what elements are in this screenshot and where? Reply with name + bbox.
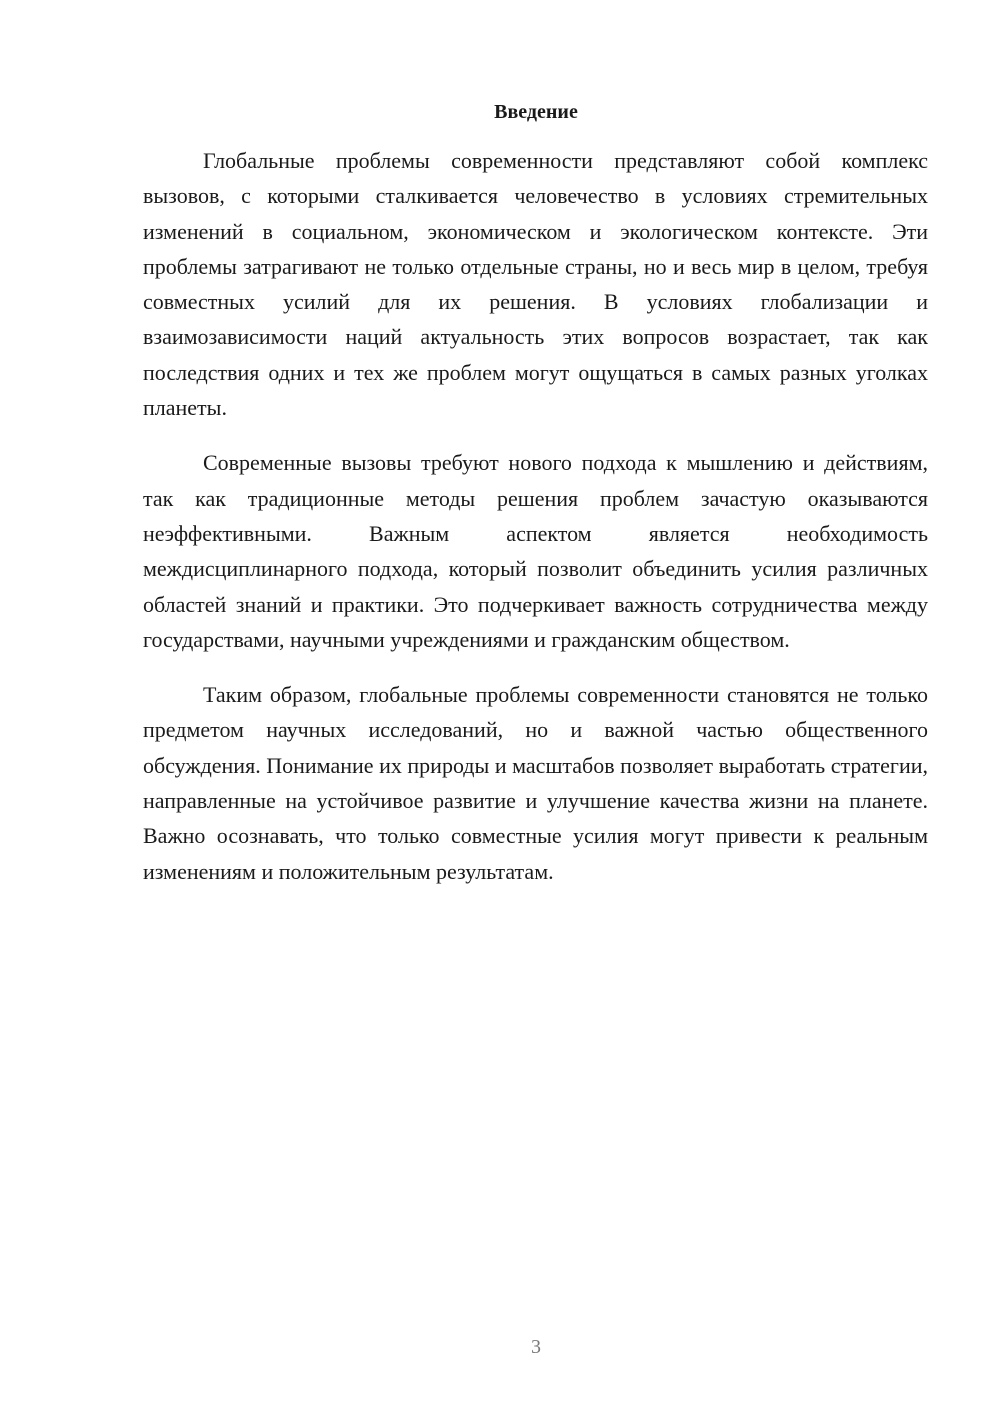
paragraph-1: Глобальные проблемы современности представляют собой комплекс вызовов, с которыми сталкивается человечество в условиях стремительных изменений в социальном, экономическом и экологическом контексте. Эти проблемы затрагивают не только отдельные страны, но и весь мир в целом, требуя совместных усилий для их решения. В условиях глобализации и взаимозависимости наций актуальность этих вопросов возрастает, так как последствия одних и тех же проблем могут ощущаться в самых разных уголках планеты. (143, 148, 928, 421)
body-text (143, 143, 928, 909)
page-number: 3 (531, 1336, 541, 1358)
paragraph-3: Таким образом, глобальные проблемы современности становятся не только предметом научных исследований, но и важной частью общественного обсуждения. Понимание их природы и масштабов позволяет выработать стратегии, направленные на устойчивое развитие и улучшение качества жизни на планете. Важно осознавать, что только совместные усилия могут привести к реальным изменениям и положительным результатам. (143, 682, 928, 884)
paragraph-2: Современные вызовы требуют нового подхода к мышлению и действиям, так как традиционные методы решения проблем зачастую оказываются неэффективными. Важным аспектом является необходимость междисциплинарного подхода, который позволит объединить усилия различных областей знаний и практики. Это подчеркивает важность сотрудничества между государствами, научными учреждениями и гражданским обществом. (143, 450, 928, 652)
section-heading: Введение (494, 101, 578, 123)
